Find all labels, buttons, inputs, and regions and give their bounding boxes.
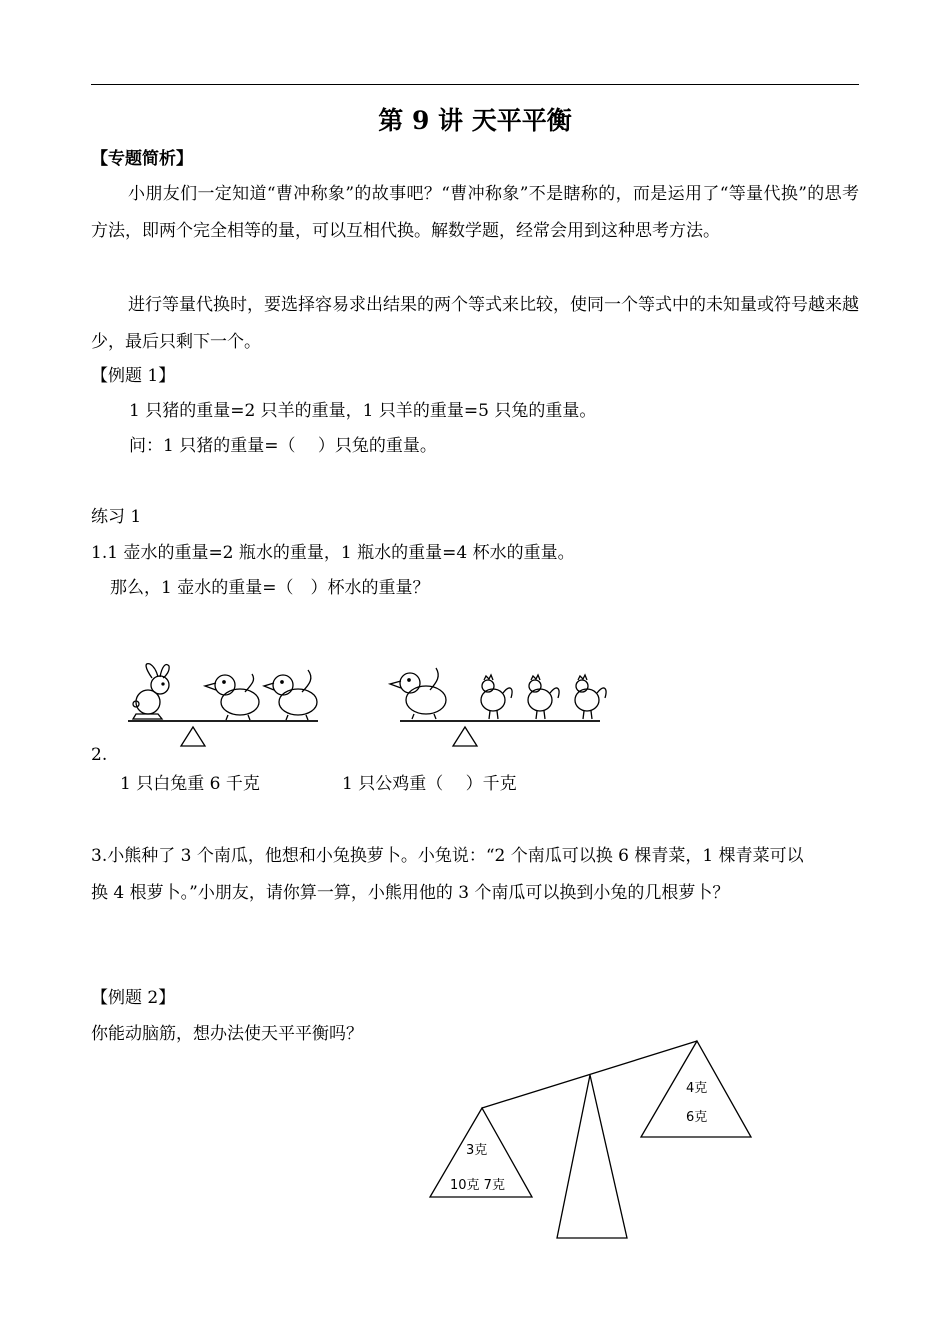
practice1-q1-line-1: 1.1 壶水的重量=2 瓶水的重量，1 瓶水的重量=4 杯水的重量。 (91, 543, 575, 563)
balance-beam (482, 1041, 697, 1108)
balance-stand (557, 1075, 627, 1238)
rooster-icon (575, 675, 606, 719)
left-pan-top-weight: 3克 (466, 1143, 488, 1158)
example1-heading: 【例题 1】 (91, 366, 176, 386)
balance-right (390, 668, 606, 746)
intro-paragraph-2: 进行等量代换时，要选择容易求出结果的两个等式来比较，使同一个等式中的未知量或符号越来越少，最后只剩下一个。 (91, 295, 859, 352)
balance-left (128, 664, 318, 746)
duck-icon (264, 670, 317, 720)
practice1-q2-left-label: 1 只白兔重 6 千克 (120, 774, 260, 794)
left-pan-bottom-weights: 10克 7克 (450, 1178, 505, 1193)
page-title: 第 9 讲 天平平衡 (378, 106, 572, 135)
duck-icon (390, 668, 446, 719)
right-pan-top-weight: 4克 (686, 1081, 708, 1096)
example1-line-1: 1 只猪的重量=2 只羊的重量，1 只羊的重量=5 只兔的重量。 (129, 401, 597, 421)
practice1-q2-right-label: 1 只公鸡重（ ）千克 (342, 774, 517, 794)
rabbit-icon (133, 664, 169, 719)
rooster-icon (528, 675, 559, 719)
duck-icon (205, 674, 259, 720)
rooster-icon (481, 675, 512, 719)
intro-paragraph-1: 小朋友们一定知道“曹冲称象”的故事吧？“曹冲称象”不是瞎称的，而是运用了“等量代换”的思考方法，即两个完全相等的量，可以互相代换。解数学题，经常会用到这种思考方法。 (91, 184, 859, 241)
right-pan-bottom-weight: 6克 (686, 1110, 708, 1125)
practice1-q3-line-1: 3.小熊种了 3 个南瓜，他想和小兔换萝卜。小兔说：“2 个南瓜可以换 6 棵青菜，1 棵青菜可以 (91, 846, 804, 866)
practice1-heading: 练习 1 (91, 507, 142, 527)
example2-question: 你能动脑筋，想办法使天平平衡吗？ (91, 1024, 363, 1044)
section-heading-intro: 【专题简析】 (91, 149, 193, 169)
example2-heading: 【例题 2】 (91, 988, 176, 1008)
practice1-q3-line-2: 换 4 根萝卜。”小朋友，请你算一算，小熊用他的 3 个南瓜可以换到小兔的几根萝卜？ (91, 883, 730, 903)
practice1-q1-line-2: 那么，1 壶水的重量=（ ）杯水的重量？ (110, 578, 430, 598)
practice1-q2-number: 2. (91, 745, 108, 765)
example1-line-2: 问：1 只猪的重量=（ ）只兔的重量。 (129, 436, 437, 456)
